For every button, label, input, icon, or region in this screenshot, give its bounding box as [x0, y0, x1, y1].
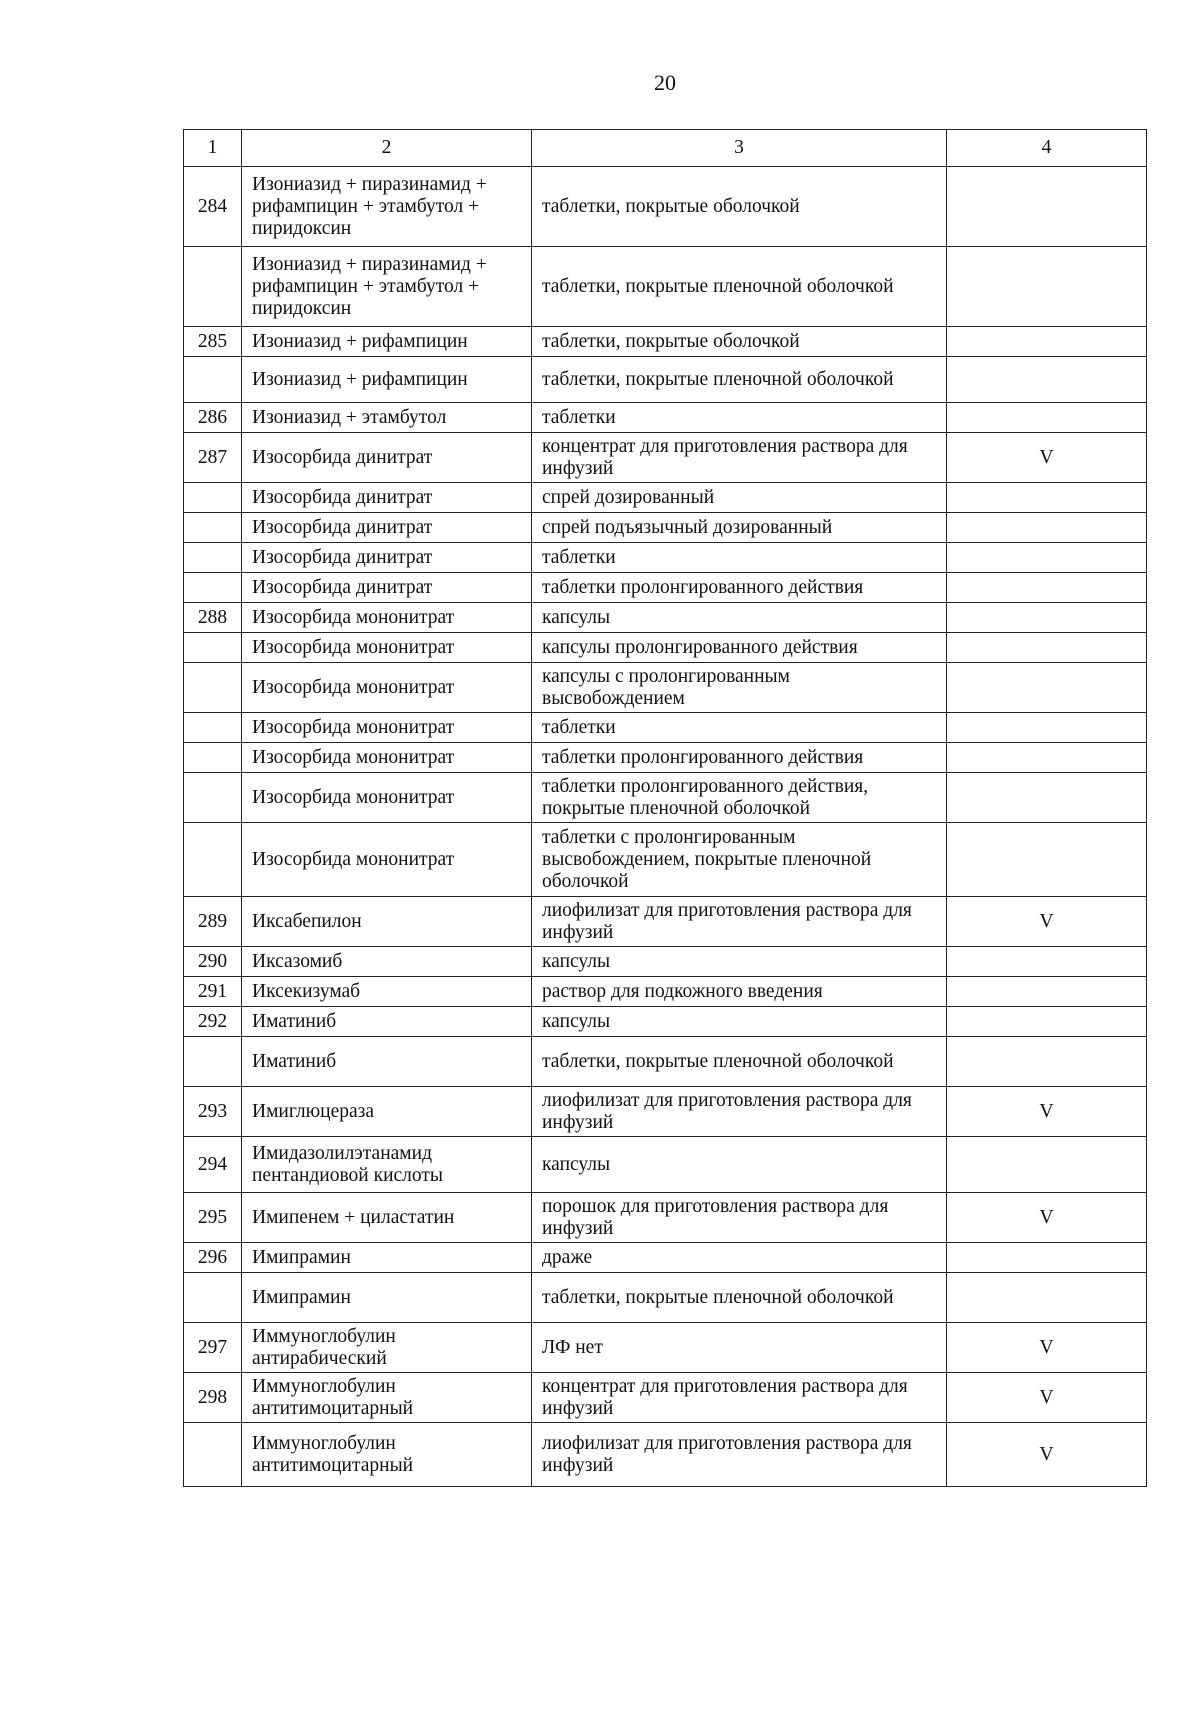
row-number-cell [184, 823, 242, 897]
drug-name-cell: Изосорбида мононитрат [242, 713, 532, 743]
drug-name-cell: Иматиниб [242, 1037, 532, 1087]
row-number-cell: 296 [184, 1243, 242, 1273]
dosage-form-cell: таблетки [532, 713, 947, 743]
drug-name-cell: Изониазид + рифампицин [242, 357, 532, 403]
drug-name-cell: Изосорбида динитрат [242, 513, 532, 543]
mark-cell: V [947, 1193, 1147, 1243]
dosage-form-cell: порошок для приготовления раствора для инфузий [532, 1193, 947, 1243]
dosage-form-cell: спрей подъязычный дозированный [532, 513, 947, 543]
dosage-form-cell: ЛФ нет [532, 1323, 947, 1373]
table-row [184, 1007, 1147, 1037]
table-row [184, 897, 1147, 947]
table-row [184, 543, 1147, 573]
dosage-form-cell: таблетки, покрытые оболочкой [532, 327, 947, 357]
mark-cell [947, 483, 1147, 513]
dosage-form-cell: таблетки, покрытые пленочной оболочкой [532, 247, 947, 327]
page-number: 20 [654, 70, 676, 95]
mark-cell: V [947, 433, 1147, 483]
row-number-cell: 294 [184, 1137, 242, 1193]
dosage-form-cell: таблетки [532, 543, 947, 573]
table-row [184, 483, 1147, 513]
row-number-cell [184, 573, 242, 603]
row-number-cell: 295 [184, 1193, 242, 1243]
row-number-cell: 297 [184, 1323, 242, 1373]
mark-cell [947, 357, 1147, 403]
mark-cell: V [947, 1373, 1147, 1423]
table-row [184, 403, 1147, 433]
row-number-cell [184, 1423, 242, 1487]
mark-cell [947, 743, 1147, 773]
drug-name-cell: Изониазид + рифампицин [242, 327, 532, 357]
dosage-form-cell: капсулы [532, 603, 947, 633]
mark-cell [947, 573, 1147, 603]
dosage-form-cell: капсулы с пролонгированным высвобождением [532, 663, 947, 713]
column-header: 3 [532, 130, 947, 167]
table-row [184, 433, 1147, 483]
column-header: 4 [947, 130, 1147, 167]
dosage-form-cell: таблетки пролонгированного действия, покрытые пленочной оболочкой [532, 773, 947, 823]
drug-name-cell: Иммуноглобулин антитимоцитарный [242, 1373, 532, 1423]
table-row [184, 513, 1147, 543]
row-number-cell: 287 [184, 433, 242, 483]
drug-name-cell: Иксекизумаб [242, 977, 532, 1007]
drug-name-cell: Изосорбида мононитрат [242, 743, 532, 773]
table-row [184, 743, 1147, 773]
row-number-cell: 298 [184, 1373, 242, 1423]
drug-name-cell: Имипрамин [242, 1243, 532, 1273]
mark-cell [947, 977, 1147, 1007]
drug-name-cell: Иксазомиб [242, 947, 532, 977]
dosage-form-cell: таблетки, покрытые пленочной оболочкой [532, 357, 947, 403]
mark-cell [947, 513, 1147, 543]
table-row [184, 1087, 1147, 1137]
table-row [184, 327, 1147, 357]
mark-cell [947, 603, 1147, 633]
column-header: 2 [242, 130, 532, 167]
row-number-cell [184, 633, 242, 663]
mark-cell [947, 823, 1147, 897]
mark-cell [947, 663, 1147, 713]
table-row [184, 603, 1147, 633]
table-row [184, 1273, 1147, 1323]
table-row [184, 977, 1147, 1007]
dosage-form-cell: таблетки, покрытые пленочной оболочкой [532, 1273, 947, 1323]
table-header-row [184, 130, 1147, 167]
mark-cell: V [947, 1423, 1147, 1487]
table-row [184, 633, 1147, 663]
mark-cell [947, 247, 1147, 327]
row-number-cell [184, 663, 242, 713]
row-number-cell [184, 713, 242, 743]
dosage-form-cell: раствор для подкожного введения [532, 977, 947, 1007]
row-number-cell: 292 [184, 1007, 242, 1037]
drug-name-cell: Изосорбида мононитрат [242, 633, 532, 663]
mark-cell [947, 167, 1147, 247]
drug-name-cell: Иммуноглобулин антитимоцитарный [242, 1423, 532, 1487]
row-number-cell [184, 357, 242, 403]
dosage-form-cell: капсулы [532, 1007, 947, 1037]
row-number-cell: 288 [184, 603, 242, 633]
table-row [184, 357, 1147, 403]
drug-name-cell: Изосорбида мононитрат [242, 663, 532, 713]
row-number-cell [184, 513, 242, 543]
dosage-form-cell: таблетки пролонгированного действия [532, 573, 947, 603]
table-row [184, 713, 1147, 743]
column-header: 1 [184, 130, 242, 167]
table-row [184, 947, 1147, 977]
mark-cell [947, 947, 1147, 977]
dosage-form-cell: капсулы [532, 1137, 947, 1193]
mark-cell [947, 1137, 1147, 1193]
drug-name-cell: Изосорбида мононитрат [242, 603, 532, 633]
drug-name-cell: Иксабепилон [242, 897, 532, 947]
table-row [184, 663, 1147, 713]
drug-table [183, 129, 1147, 1487]
row-number-cell: 284 [184, 167, 242, 247]
dosage-form-cell: капсулы [532, 947, 947, 977]
mark-cell [947, 1243, 1147, 1273]
drug-name-cell: Изониазид + этамбутол [242, 403, 532, 433]
dosage-form-cell: спрей дозированный [532, 483, 947, 513]
table-row [184, 247, 1147, 327]
mark-cell [947, 1007, 1147, 1037]
dosage-form-cell: таблетки пролонгированного действия [532, 743, 947, 773]
dosage-form-cell: концентрат для приготовления раствора для инфузий [532, 1373, 947, 1423]
table-row [184, 1323, 1147, 1373]
row-number-cell: 290 [184, 947, 242, 977]
dosage-form-cell: драже [532, 1243, 947, 1273]
row-number-cell: 291 [184, 977, 242, 1007]
dosage-form-cell: таблетки, покрытые оболочкой [532, 167, 947, 247]
drug-name-cell: Изосорбида динитрат [242, 433, 532, 483]
mark-cell [947, 403, 1147, 433]
row-number-cell [184, 773, 242, 823]
dosage-form-cell: лиофилизат для приготовления раствора для инфузий [532, 897, 947, 947]
drug-name-cell: Иммуноглобулин антирабический [242, 1323, 532, 1373]
row-number-cell: 293 [184, 1087, 242, 1137]
mark-cell [947, 1037, 1147, 1087]
row-number-cell [184, 1037, 242, 1087]
row-number-cell [184, 247, 242, 327]
dosage-form-cell: таблетки, покрытые пленочной оболочкой [532, 1037, 947, 1087]
row-number-cell: 286 [184, 403, 242, 433]
table-row [184, 1193, 1147, 1243]
dosage-form-cell: лиофилизат для приготовления раствора для инфузий [532, 1087, 947, 1137]
mark-cell [947, 713, 1147, 743]
drug-name-cell: Изосорбида мононитрат [242, 823, 532, 897]
drug-name-cell: Изониазид + пиразинамид + рифампицин + этамбутол + пиридоксин [242, 167, 532, 247]
mark-cell: V [947, 1323, 1147, 1373]
row-number-cell: 289 [184, 897, 242, 947]
row-number-cell [184, 743, 242, 773]
drug-name-cell: Изосорбида динитрат [242, 483, 532, 513]
mark-cell [947, 633, 1147, 663]
table-body [184, 167, 1147, 1487]
table-row [184, 1137, 1147, 1193]
table-row [184, 1243, 1147, 1273]
drug-name-cell: Иматиниб [242, 1007, 532, 1037]
dosage-form-cell: таблетки [532, 403, 947, 433]
row-number-cell [184, 483, 242, 513]
dosage-form-cell: капсулы пролонгированного действия [532, 633, 947, 663]
table-row [184, 167, 1147, 247]
drug-name-cell: Имипрамин [242, 1273, 532, 1323]
dosage-form-cell: концентрат для приготовления раствора для инфузий [532, 433, 947, 483]
drug-name-cell: Имипенем + циластатин [242, 1193, 532, 1243]
mark-cell [947, 543, 1147, 573]
mark-cell [947, 327, 1147, 357]
drug-name-cell: Имидазолилэтанамид пентандиовой кислоты [242, 1137, 532, 1193]
mark-cell: V [947, 1087, 1147, 1137]
mark-cell: V [947, 897, 1147, 947]
dosage-form-cell: лиофилизат для приготовления раствора для инфузий [532, 1423, 947, 1487]
drug-name-cell: Изосорбида динитрат [242, 543, 532, 573]
drug-name-cell: Изосорбида мононитрат [242, 773, 532, 823]
table-row [184, 1423, 1147, 1487]
table-row [184, 1373, 1147, 1423]
dosage-form-cell: таблетки с пролонгированным высвобождением, покрытые пленочной оболочкой [532, 823, 947, 897]
row-number-cell [184, 543, 242, 573]
table-row [184, 573, 1147, 603]
row-number-cell [184, 1273, 242, 1323]
mark-cell [947, 773, 1147, 823]
drug-name-cell: Изосорбида динитрат [242, 573, 532, 603]
mark-cell [947, 1273, 1147, 1323]
table-row [184, 773, 1147, 823]
table-row [184, 823, 1147, 897]
table-row [184, 1037, 1147, 1087]
drug-name-cell: Имиглюцераза [242, 1087, 532, 1137]
row-number-cell: 285 [184, 327, 242, 357]
drug-name-cell: Изониазид + пиразинамид + рифампицин + этамбутол + пиридоксин [242, 247, 532, 327]
